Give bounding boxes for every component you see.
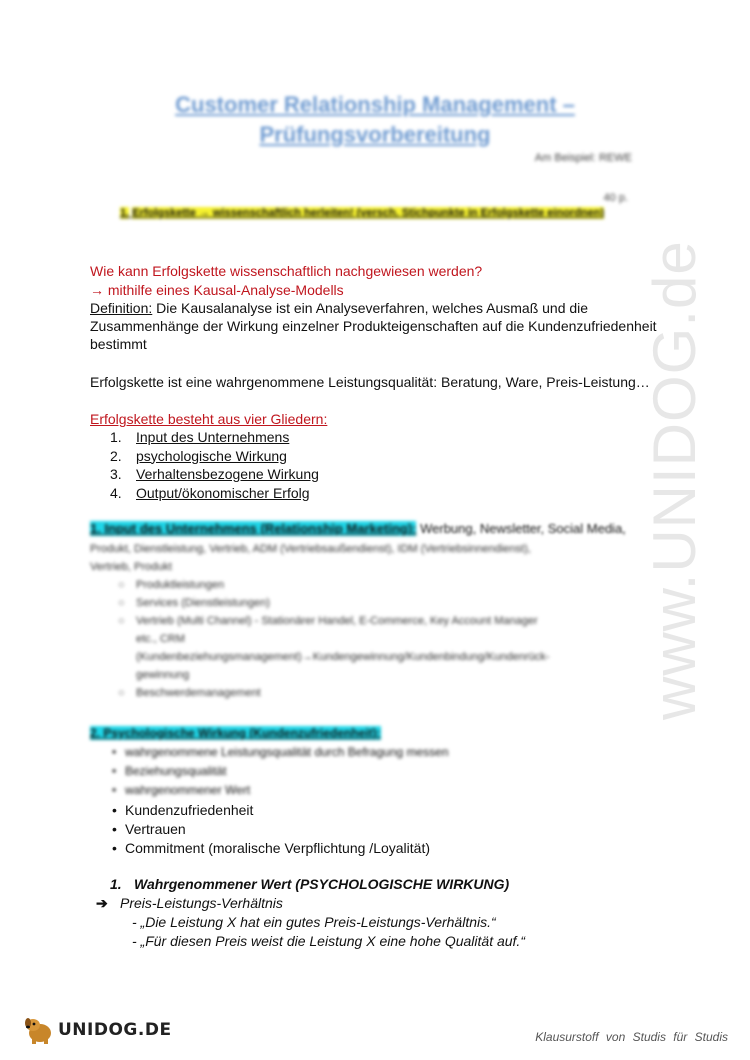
list-item: • Kundenzufriedenheit xyxy=(112,802,254,818)
list-item: ○ Vertrieb (Multi Channel) - Stationärer Handel, E-Commerce, Key Account Manager xyxy=(118,615,538,627)
quote-1: - „Die Leistung X hat ein gutes Preis-Leistungs-Verhältnis.“ xyxy=(132,914,496,930)
psych-list xyxy=(112,801,430,858)
input-section-line3: Vertrieb, Produkt xyxy=(90,561,172,573)
input-sub-list xyxy=(118,576,648,702)
erfolgskette-text: Erfolgskette ist eine wahrgenommene Leistungsqualität: Beratung, Ware, Preis-Leistung… xyxy=(90,374,650,390)
list-item: ○ Services (Dienstleistungen) xyxy=(118,597,270,609)
quote-2: - „Für diesen Preis weist die Leistung X eine hohe Qualität auf.“ xyxy=(132,933,525,949)
glieder-list xyxy=(110,428,319,502)
question-text: Wie kann Erfolgskette wissenschaftlich nachgewiesen werden? xyxy=(90,263,483,279)
page-title xyxy=(0,90,750,150)
list-item-continuation: gewinnung xyxy=(136,669,190,681)
unidog-logo xyxy=(22,1015,172,1045)
arrow-icon: ➔ xyxy=(96,895,108,911)
input-section-visible-text: Werbung, Newsletter, Social Media, xyxy=(416,521,626,536)
list-item: 3. Verhaltensbezogene Wirkung xyxy=(110,466,319,482)
glieder-heading: Erfolgskette besteht aus vier Gliedern: xyxy=(90,411,328,427)
definition-paragraph xyxy=(90,299,670,353)
definition-text: Die Kausalanalyse ist ein Analyseverfahren, welches Ausmaß und die Zusammenhänge der Wirkung einzelner Produkteigenschaften auf die Kundenzufriedenheit bestimmt xyxy=(90,300,657,352)
list-item-continuation: etc., CRM xyxy=(136,633,185,645)
definition-label: Definition: xyxy=(90,300,153,316)
subtitle: Am Beispiel: REWE xyxy=(534,152,632,164)
title-line-1: Customer Relationship Management – xyxy=(175,92,575,117)
input-section-line1 xyxy=(90,520,670,538)
list-item: 1. Input des Unternehmens xyxy=(110,429,290,445)
answer-text: → mithilfe eines Kausal-Analyse-Modells xyxy=(90,282,344,298)
list-item: 2. psychologische Wirkung xyxy=(110,447,287,464)
wert-heading: 1. Wahrgenommener Wert (PSYCHOLOGISCHE WIRKUNG) xyxy=(110,876,510,892)
title-line-2: Prüfungsvorbereitung xyxy=(259,122,491,147)
list-item: • wahrgenommener Wert xyxy=(112,783,251,797)
list-item: • Commitment (moralische Verpflichtung /Loyalität) xyxy=(112,840,431,856)
input-section-heading: 1. Input des Unternehmens (Relationship Marketing): xyxy=(90,521,417,536)
list-item: • Beziehungsqualität xyxy=(112,764,227,778)
list-item: 4. Output/ökonomischer Erfolg xyxy=(110,484,310,501)
list-item-continuation: (Kundenbeziehungsmanagement)→Kundengewinnung/Kundenbindung/Kundenrück- xyxy=(136,651,550,663)
watermark: www.UNIDOG.de xyxy=(641,240,708,720)
wert-arrow-item: ➔ Preis-Leistungs-Verhältnis xyxy=(96,895,283,911)
footer-tagline: Klausurstoff von Studis für Studis xyxy=(535,1030,728,1044)
list-item: ○ Beschwerdemanagement xyxy=(118,687,261,699)
section-1-heading xyxy=(120,205,640,221)
list-item: • wahrgenommene Leistungsqualität durch Befragung messen xyxy=(112,745,449,759)
section-1-number: 1. xyxy=(120,207,130,219)
psych-blurred-list xyxy=(112,743,449,800)
page-reference: 40 p. xyxy=(603,192,628,204)
input-section-line2: Produkt, Dienstleistung, Vertrieb, ADM (Vertriebsaußendienst), IDM (Vertriebsinnendienst), xyxy=(90,543,531,555)
logo-text: UNIDOG.DE xyxy=(58,1020,172,1040)
section-1-text: Erfolgskette → wissenschaftlich herleiten! (versch. Stichpunkte in Erfolgskette einordnen) xyxy=(132,207,605,219)
psych-section-heading-row xyxy=(90,724,670,742)
list-item: • Vertrauen xyxy=(112,821,186,837)
list-item: ○ Produktleistungen xyxy=(118,579,225,591)
dog-icon xyxy=(22,1015,56,1045)
psych-section-heading: 2. Psychologische Wirkung (Kundenzufriedenheit): xyxy=(90,726,381,740)
